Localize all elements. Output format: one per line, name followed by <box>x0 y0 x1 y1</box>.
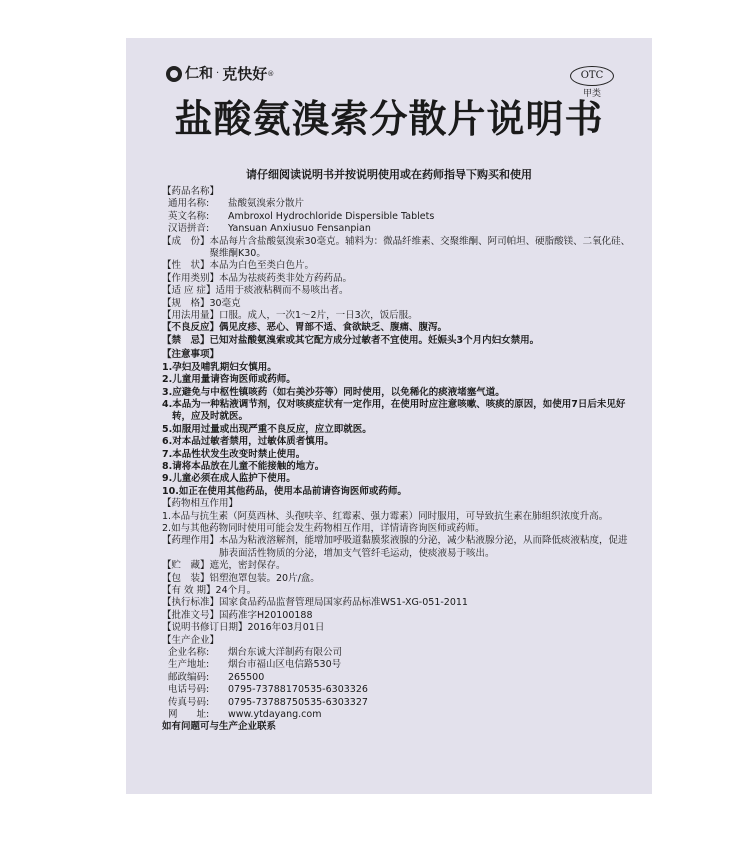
leaflet-sheet <box>126 38 652 794</box>
section-heading: 【注意事项】 <box>162 349 220 361</box>
precaution-item: 3.应避免与中枢性镇咳药（如右美沙芬等）同时使用，以免稀化的痰液堵塞气道。 <box>162 386 505 398</box>
brand-logo <box>166 66 274 82</box>
field-label: 汉语拼音: <box>168 223 210 235</box>
field-label: 生产地址: <box>168 659 210 671</box>
field-value: 烟台市福山区电信路530号 <box>228 659 342 671</box>
field-label: 【性 状】 <box>162 260 210 272</box>
approval-number-field <box>162 610 634 622</box>
field-label: 【执行标准】 <box>162 597 220 609</box>
field-value: 国药准字H20100188 <box>219 609 313 621</box>
phone-line <box>162 684 634 696</box>
field-label: 【包 装】 <box>162 572 210 584</box>
leaflet-content <box>162 186 634 734</box>
shelf-life-field <box>162 585 634 597</box>
precaution-item: 8.请将本品放在儿童不能接触的地方。 <box>162 460 325 472</box>
field-value: 适用于痰液粘稠而不易咳出者。 <box>215 285 349 297</box>
company-name-line <box>162 647 634 659</box>
field-value: 24个月。 <box>215 585 257 596</box>
field-label: 【说明书修订日期】 <box>162 622 248 634</box>
field-value: 本品每片含盐酸氨溴索30毫克。辅料为：微晶纤维素、交聚维酮、阿司帕坦、硬脂酸镁、二氧化硅、聚维酮K30。 <box>209 235 631 260</box>
document-subtitle: 请仔细阅读说明书并按说明使用或在药师指导下购买和使用 <box>246 168 532 181</box>
manufacturer-section <box>162 635 634 734</box>
field-value: 口服。成人，一次1～2片，一日3次，饭后服。 <box>219 310 418 322</box>
field-value: 本品为粘液溶解剂，能增加呼吸道黏膜浆液腺的分泌，减少粘液腺分泌，从而降低痰液粘度，促进肺表面活性物质的分泌，增加支气管纤毛运动，使痰液易于咳出。 <box>219 535 628 559</box>
section-heading: 【生产企业】 <box>162 634 220 646</box>
precaution-item: 6.对本品过敏者禁用，过敏体质者慎用。 <box>162 436 334 448</box>
storage-field <box>162 560 634 572</box>
registered-mark: ® <box>267 69 275 78</box>
field-label: 【用法用量】 <box>162 310 220 322</box>
website-line <box>162 709 634 721</box>
field-value: 已知对盐酸氨溴索或其它配方成分过敏者不宜使用。妊娠头3个月内妇女禁用。 <box>209 334 540 346</box>
interaction-item: 2.如与其他药物同时使用可能会发生药物相互作用，详情请咨询医师或药师。 <box>162 522 485 534</box>
field-value: Ambroxol Hydrochloride Dispersible Tablets <box>228 210 435 222</box>
field-label: 【不良反应】 <box>162 322 220 334</box>
section-heading: 【药物相互作用】 <box>162 498 239 510</box>
field-label: 通用名称: <box>168 198 210 210</box>
generic-name-line <box>162 198 634 210</box>
precaution-item: 10.如正在使用其他药品，使用本品前请咨询医师或药师。 <box>162 485 407 497</box>
field-label: 电话号码: <box>168 684 210 696</box>
field-label: 网 址: <box>168 709 210 721</box>
brand-name-b: 克快好 <box>222 64 268 83</box>
field-value: 盐酸氨溴索分散片 <box>228 198 305 210</box>
field-value: 本品为白色至类白色片。 <box>209 260 315 272</box>
field-value: 0795-7378875 <box>228 696 298 708</box>
composition-field <box>162 236 634 261</box>
appearance-field <box>162 260 634 272</box>
field-value: 0795-7378817 <box>228 684 298 696</box>
field-value: 国家食品药品监督管理局国家药品标准WS1-XG-051-2011 <box>219 597 468 609</box>
field-label: 【药理作用】 <box>162 535 220 547</box>
field-label: 【作用类别】 <box>162 272 220 284</box>
field-value: 铝塑泡罩包装。20片/盒。 <box>209 572 320 584</box>
address-line <box>162 659 634 671</box>
revision-date-field <box>162 622 634 634</box>
packaging-field <box>162 573 634 585</box>
field-label: 【批准文号】 <box>162 609 220 621</box>
english-name-line <box>162 211 634 223</box>
field-value-secondary: 0535-6303327 <box>298 696 368 708</box>
field-value: Yansuan Anxiusuo Fensanpian <box>228 223 371 235</box>
precaution-item: 5.如服用过量或出现严重不良反应，应立即就医。 <box>162 423 372 435</box>
contraindications-field <box>162 335 634 347</box>
interaction-item: 1.本品与抗生素（阿莫西林、头孢呋辛、红霉素、强力霉素）同时服用，可导致抗生素在肺组织浓度升高。 <box>162 510 609 522</box>
pharmacology-field <box>162 535 634 560</box>
pinyin-name-line <box>162 223 634 235</box>
interactions-section <box>162 498 634 535</box>
postcode-line <box>162 672 634 684</box>
indications-field <box>162 285 634 297</box>
brand-separator: · <box>216 67 220 79</box>
precaution-item: 9.儿童必须在成人监护下使用。 <box>162 473 296 485</box>
fax-line <box>162 697 634 709</box>
field-value: 偶见皮疹、恶心、胃部不适、食欲缺乏、腹痛、腹泻。 <box>219 322 448 334</box>
category-field <box>162 273 634 285</box>
otc-label: OTC <box>570 66 614 86</box>
field-label: 【禁 忌】 <box>162 334 210 346</box>
otc-badge <box>570 66 614 100</box>
brand-name-a: 仁和 <box>185 65 213 82</box>
field-label: 英文名称: <box>168 210 210 222</box>
document-title: 盐酸氨溴索分散片说明书 <box>174 97 604 141</box>
field-label: 【适 应 症】 <box>162 285 216 297</box>
dosage-field <box>162 310 634 322</box>
strength-field <box>162 298 634 310</box>
field-label: 【有 效 期】 <box>162 585 216 596</box>
precaution-item: 7.本品性状发生改变时禁止使用。 <box>162 448 306 460</box>
field-value: 本品为祛痰药类非处方药药品。 <box>219 272 353 284</box>
adverse-reactions-field <box>162 322 634 334</box>
field-value: 30毫克 <box>209 297 241 309</box>
field-value-secondary: 0535-6303326 <box>298 684 368 696</box>
precaution-item: 2.儿童用量请咨询医师或药师。 <box>162 374 296 386</box>
field-label: 企业名称: <box>168 647 210 659</box>
field-value: 2016年03月01日 <box>247 622 325 634</box>
standard-field <box>162 597 634 609</box>
field-label: 邮政编码: <box>168 671 210 683</box>
precaution-item: 4.本品为一种粘液调节剂，仅对咳痰症状有一定作用，在使用时应注意咳嗽、咳痰的原因，如使用7日后未见好转，应及时就医。 <box>162 398 626 423</box>
section-heading: 【药品名称】 <box>162 186 220 197</box>
field-value: www.ytdayang.com <box>228 709 322 721</box>
field-label: 【贮 藏】 <box>162 560 210 572</box>
otc-class: 甲类 <box>582 89 601 99</box>
field-label: 传真号码: <box>168 696 210 708</box>
field-value: 265500 <box>228 671 265 683</box>
contact-footer: 如有问题可与生产企业联系 <box>162 721 277 733</box>
precaution-item: 1.孕妇及哺乳期妇女慎用。 <box>162 361 277 373</box>
precautions-section <box>162 349 634 498</box>
field-value: 遮光，密封保存。 <box>209 560 286 572</box>
field-value: 烟台东诚大洋制药有限公司 <box>228 647 343 659</box>
field-label: 【成 份】 <box>162 235 210 247</box>
brand-mark-icon <box>166 66 182 82</box>
field-label: 【规 格】 <box>162 297 210 309</box>
drug-name-section <box>162 186 634 236</box>
